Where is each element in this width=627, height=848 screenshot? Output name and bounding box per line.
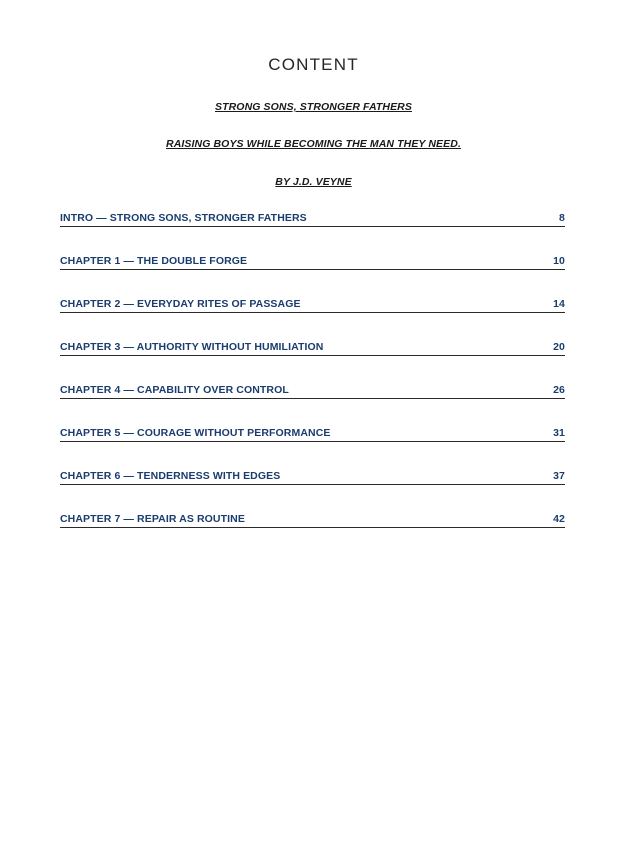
toc-entry-page: 8	[559, 212, 565, 224]
toc-entry-page: 14	[553, 298, 565, 310]
toc-entry-chapter-6[interactable]	[60, 470, 565, 485]
toc-entry-label: INTRO — STRONG SONS, STRONGER FATHERS	[60, 212, 307, 224]
toc-entry-label: CHAPTER 6 — TENDERNESS WITH EDGES	[60, 470, 281, 482]
toc-entry-page: 31	[553, 427, 565, 439]
toc-entry-page: 37	[553, 470, 565, 482]
book-tagline: RAISING BOYS WHILE BECOMING THE MAN THEY NEED.	[166, 138, 461, 150]
toc-entry-intro[interactable]	[60, 212, 565, 227]
toc-entry-label: CHAPTER 2 — EVERYDAY RITES OF PASSAGE	[60, 298, 301, 310]
book-subtitle: STRONG SONS, STRONGER FATHERS	[215, 101, 412, 113]
toc-entry-label: CHAPTER 1 — THE DOUBLE FORGE	[60, 255, 248, 267]
toc-entry-page: 42	[553, 513, 565, 525]
toc-entry-label: CHAPTER 5 — COURAGE WITHOUT PERFORMANCE	[60, 427, 331, 439]
toc-entry-chapter-3[interactable]	[60, 341, 565, 356]
toc-entry-chapter-1[interactable]	[60, 255, 565, 270]
toc-entry-page: 26	[553, 384, 565, 396]
book-author: BY J.D. VEYNE	[275, 176, 352, 188]
toc-entry-chapter-4[interactable]	[60, 384, 565, 399]
toc-entry-label: CHAPTER 3 — AUTHORITY WITHOUT HUMILIATION	[60, 341, 324, 353]
toc-entry-page: 20	[553, 341, 565, 353]
table-of-contents	[0, 212, 627, 528]
toc-entry-page: 10	[553, 255, 565, 267]
toc-entry-label: CHAPTER 4 — CAPABILITY OVER CONTROL	[60, 384, 289, 396]
toc-entry-chapter-2[interactable]	[60, 298, 565, 313]
toc-entry-label: CHAPTER 7 — REPAIR AS ROUTINE	[60, 513, 245, 525]
page-title: CONTENT	[268, 55, 359, 74]
subtitle-block	[0, 101, 627, 188]
toc-entry-chapter-5[interactable]	[60, 427, 565, 442]
toc-entry-chapter-7[interactable]	[60, 513, 565, 528]
